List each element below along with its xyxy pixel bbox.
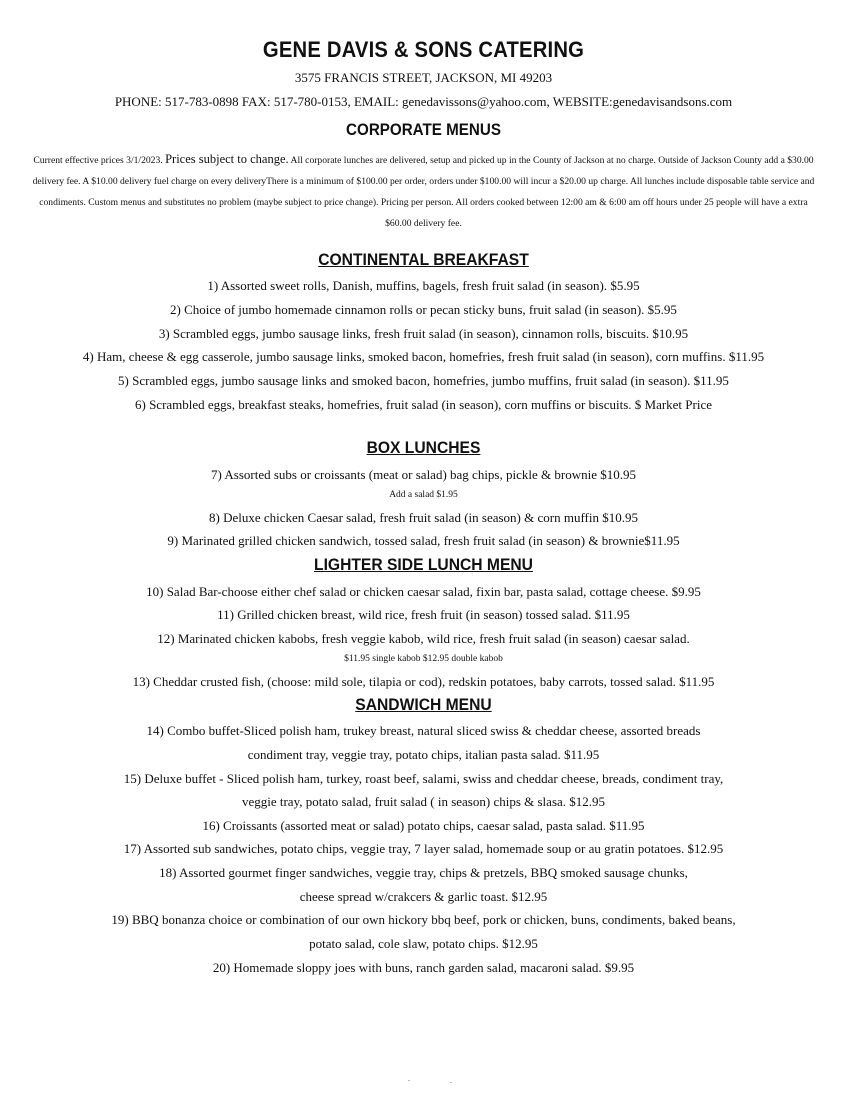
- menu-item-9: 9) Marinated grilled chicken sandwich, tossed salad, fresh fruit salad (in season) & brownie$11.95: [167, 533, 680, 548]
- menu-item-13: 13) Cheddar crusted fish, (choose: mild sole, tilapia or cod), redskin potatoes, baby carrots, tossed salad. $11.95: [132, 674, 715, 689]
- corporate-notes: [30, 149, 817, 234]
- menu-item-15: 15) Deluxe buffet - Sliced polish ham, turkey, roast beef, salami, swiss and cheddar cheese, breads, condiment tray,: [123, 771, 724, 786]
- menu-item-4: 4) Ham, cheese & egg casserole, jumbo sausage links, smoked bacon, homefries, fresh fruit salad (in season), corn muffins. $11.95: [82, 349, 765, 364]
- menu-item-14: 14) Combo buffet-Sliced polish ham, trukey breast, natural sliced swiss & cheddar cheese, assorted breads: [146, 723, 701, 738]
- menu-item-15-cont: veggie tray, potato salad, fruit salad ( in season) chips & slasa. $12.95: [241, 794, 606, 809]
- menu-item-7: 7) Assorted subs or croissants (meat or salad) bag chips, pickle & brownie $10.95: [211, 467, 636, 482]
- company-address: 3575 FRANCIS STREET, JACKSON, MI 49203: [294, 70, 553, 85]
- menu-item-19: 19) BBQ bonanza choice or combination of our own hickory bbq beef, pork or chicken, buns, condiments, baked beans,: [111, 912, 736, 927]
- menu-item-19-cont: potato salad, cole slaw, potato chips. $12.95: [309, 936, 538, 951]
- lighter-side-heading: LIGHTER SIDE LUNCH MENU: [314, 555, 533, 574]
- box-lunches-heading: BOX LUNCHES: [366, 438, 481, 457]
- menu-item-7-note: Add a salad $1.95: [389, 490, 458, 500]
- company-title: GENE DAVIS & SONS CATERING: [262, 37, 585, 62]
- menu-item-18-cont: cheese spread w/crakcers & garlic toast. $12.95: [299, 889, 548, 904]
- menu-item-5: 5) Scrambled eggs, jumbo sausage links and smoked bacon, homefries, jumbo muffins, fruit salad (in season). $11.95: [118, 373, 729, 388]
- menu-item-10: 10) Salad Bar-choose either chef salad or chicken caesar salad, fixin bar, pasta salad, cottage cheese. $9.95: [146, 584, 701, 599]
- menu-item-14-cont: condiment tray, veggie tray, potato chips, italian pasta salad. $11.95: [247, 747, 600, 762]
- menu-item-18: 18) Assorted gourmet finger sandwiches, veggie tray, chips & pretzels, BBQ smoked sausage chunks,: [159, 865, 688, 880]
- notes-highlight: Prices subject to change.: [165, 152, 289, 166]
- menu-item-12-note: $11.95 single kabob $12.95 double kabob: [344, 654, 503, 664]
- scan-speck: [450, 1082, 452, 1083]
- menu-item-6: 6) Scrambled eggs, breakfast steaks, homefries, fruit salad (in season), corn muffins or biscuits. $ Market Price: [134, 397, 713, 412]
- menu-item-11: 11) Grilled chicken breast, wild rice, fresh fruit (in season) tossed salad. $11.95: [217, 607, 630, 622]
- menu-item-17: 17) Assorted sub sandwiches, potato chips, veggie tray, 7 layer salad, homemade soup or au gratin potatoes. $12.95: [123, 841, 724, 856]
- sandwich-menu-heading: SANDWICH MENU: [355, 695, 492, 714]
- menu-item-1: 1) Assorted sweet rolls, Danish, muffins, bagels, fresh fruit salad (in season). $5.95: [207, 278, 640, 293]
- notes-body: All corporate lunches are delivered, setup and picked up in the County of Jackson at no charge. Outside of Jackson County add a $30.00 delivery fee. A $10.00 delivery fuel charge on every deliveryThere is a minimum of $100.00 per order, orders under $100.00 will incur a $20.00 up charge. All lunches include disposable table service and condiments. Custom menus and substitutes no problem (maybe subject to price change). Pricing per person. All orders cooked between 12:00 am & 6:00 am off hours under 25 people will have a extra $60.00 delivery fee.: [32, 155, 815, 229]
- menu-item-8: 8) Deluxe chicken Caesar salad, fresh fruit salad (in season) & corn muffin $10.95: [209, 510, 638, 525]
- menu-item-16: 16) Croissants (assorted meat or salad) potato chips, caesar salad, pasta salad. $11.95: [202, 818, 645, 833]
- menu-item-20: 20) Homemade sloppy joes with buns, ranch garden salad, macaroni salad. $9.95: [212, 960, 635, 975]
- menu-item-3: 3) Scrambled eggs, jumbo sausage links, fresh fruit salad (in season), cinnamon rolls, biscuits. $10.95: [158, 326, 689, 341]
- company-contact: PHONE: 517-783-0898 FAX: 517-780-0153, EMAIL: genedavissons@yahoo.com, WEBSITE:genedavisandsons.com: [114, 94, 733, 109]
- continental-breakfast-heading: CONTINENTAL BREAKFAST: [318, 250, 529, 269]
- menu-item-2: 2) Choice of jumbo homemade cinnamon rolls or pecan sticky buns, fruit salad (in season). $5.95: [170, 302, 677, 317]
- menu-item-12: 12) Marinated chicken kabobs, fresh veggie kabob, wild rice, fresh fruit salad (in season) caesar salad.: [157, 631, 690, 646]
- notes-prefix: Current effective prices 3/1/2023.: [33, 155, 166, 166]
- scan-speck: [408, 1080, 410, 1081]
- corporate-menus-heading: CORPORATE MENUS: [346, 121, 501, 139]
